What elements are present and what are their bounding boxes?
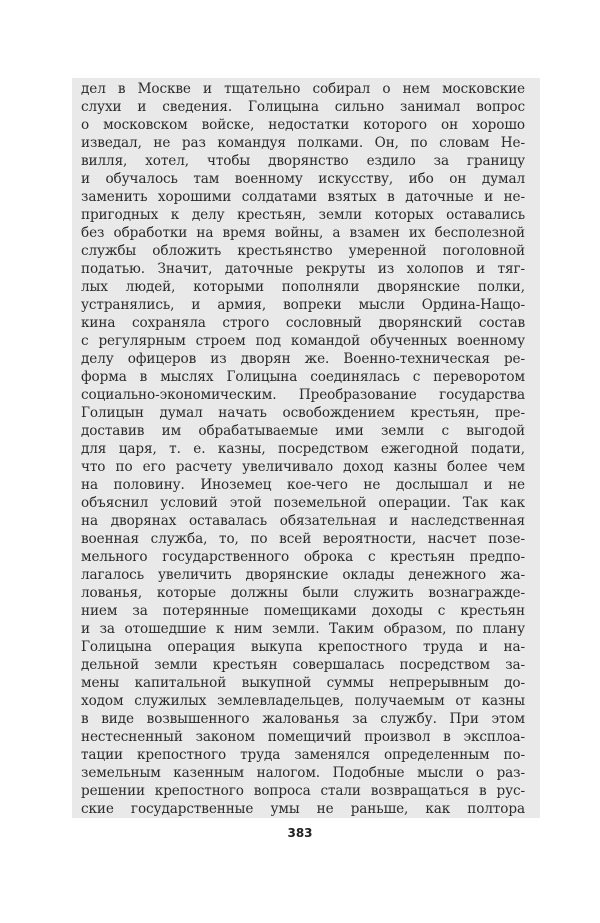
text-line: лованья, которые должны были служить вознагражде- (81, 585, 525, 601)
text-line: мены капитальной выкупной суммы непрерывным до- (81, 675, 525, 691)
text-line: на дворянах оставалась обязательная и наследственная (81, 513, 525, 529)
text-line: объяснил условий этой поземельной операции. Так как (81, 495, 525, 511)
text-line: мельного государственного оброка с крестьян предпо- (81, 549, 525, 565)
text-line: и за отошедшие к ним земли. Таким образом, по плану (81, 621, 525, 637)
text-line: для царя, т. е. казны, посредством ежегодной подати, (81, 441, 525, 457)
page-number: 383 (287, 826, 313, 840)
text-line: на половину. Иноземец кое-чего не дослышал и не (81, 477, 525, 493)
text-line: нием за потерянные помещиками доходы с крестьян (81, 603, 525, 619)
text-line: службы обложить крестьянство умеренной поголовной (81, 243, 525, 259)
text-line: лагалось увеличить дворянские оклады денежного жа- (81, 567, 525, 583)
text-line: вилля, хотел, чтобы дворянство ездило за границу (81, 153, 525, 169)
text-line: кина сохраняла строго сословный дворянский состав (81, 315, 525, 331)
text-line: делу офицеров из дворян же. Военно-техническая ре- (81, 351, 525, 367)
text-line: Голицына операция выкупа крепостного труда и на- (81, 639, 525, 655)
text-line: что по его расчету увеличивало доход казны более чем (81, 459, 525, 475)
text-line: дельной земли крестьян совершалась посредством за- (81, 657, 525, 673)
text-line: устранялись, и армия, вопреки мысли Ордина-Нащо- (81, 297, 525, 313)
text-line: решении крепостного вопроса стали возвращаться в рус- (81, 783, 525, 799)
text-line: с регулярным строем под командой обученных военному (81, 333, 525, 349)
text-line: доставив им обрабатываемые ими земли с выгодой (81, 423, 525, 439)
text-line: форма в мыслях Голицына соединялась с переворотом (81, 369, 525, 385)
text-line: лых людей, которыми пополняли дворянские полки, (81, 279, 525, 295)
text-line: пригодных к делу крестьян, земли которых оставались (81, 207, 525, 223)
text-line: земельным казенным налогом. Подобные мысли о раз- (81, 765, 525, 781)
text-line: военная служба, то, по всей вероятности, насчет позе- (81, 531, 525, 547)
text-line: социально-экономическим. Преобразование государства (81, 387, 525, 403)
text-line: изведал, не раз командуя полками. Он, по словам Не- (81, 135, 525, 151)
text-line: тации крепостного труда заменялся определенным по- (81, 747, 525, 763)
text-line: слухи и сведения. Голицына сильно занимал вопрос (81, 99, 525, 115)
text-line: в виде возвышенного жалованья за службу. При этом (81, 711, 525, 727)
text-line: заменить хорошими солдатами взятых в даточные и не- (81, 189, 525, 205)
body-text (81, 80, 525, 818)
text-line: ские государственные умы не раньше, как полтора (81, 801, 525, 817)
text-line: податью. Значит, даточные рекруты из холопов и тяг- (81, 261, 525, 277)
text-line: Голицын думал начать освобождением крестьян, пре- (81, 405, 525, 421)
text-line: ходом служилых землевладельцев, получаемым от казны (81, 693, 525, 709)
text-line: нестесненный законом помещичий произвол в эксплоа- (81, 729, 525, 745)
text-line: и обучалось там военному искусству, ибо он думал (81, 171, 525, 187)
text-line: дел в Москве и тщательно собирал о нем московские (81, 81, 525, 97)
text-line: о московском войске, недостатки которого он хорошо (81, 117, 525, 133)
text-line: без обработки на время войны, а взамен их бесполезной (81, 225, 525, 241)
